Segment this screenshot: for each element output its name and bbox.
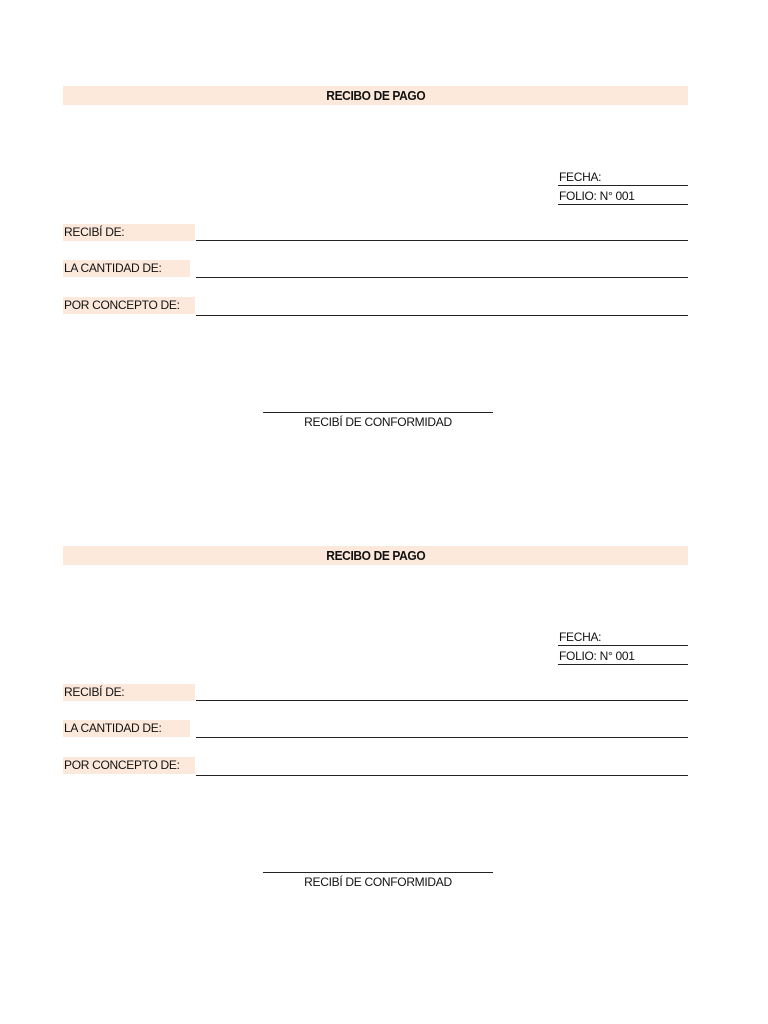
cantidad-label: LA CANTIDAD DE: — [63, 260, 190, 277]
recibi-de-line — [196, 700, 688, 701]
signature-line — [263, 872, 493, 873]
receipt-title-bar — [63, 86, 688, 105]
folio-field: FOLIO: N° 001 — [558, 647, 688, 665]
recibi-de-label: RECIBÍ DE: — [63, 224, 195, 241]
concepto-line — [196, 315, 688, 316]
concepto-line — [196, 775, 688, 776]
signature-line — [263, 412, 493, 413]
cantidad-label: LA CANTIDAD DE: — [63, 720, 190, 737]
receipt-title-bar — [63, 546, 688, 565]
fecha-field: FECHA: — [558, 628, 688, 646]
signature-label: RECIBÍ DE CONFORMIDAD — [304, 415, 452, 429]
fecha-field: FECHA: — [558, 168, 688, 186]
receipt-2 — [0, 460, 768, 889]
signature-label: RECIBÍ DE CONFORMIDAD — [304, 875, 452, 889]
concepto-label: POR CONCEPTO DE: — [63, 757, 195, 774]
recibi-de-line — [196, 240, 688, 241]
receipt-1 — [0, 0, 768, 429]
receipt-title: RECIBO DE PAGO — [326, 88, 425, 103]
folio-field: FOLIO: N° 001 — [558, 187, 688, 205]
recibi-de-label: RECIBÍ DE: — [63, 684, 195, 701]
cantidad-line — [196, 277, 688, 278]
cantidad-line — [196, 737, 688, 738]
concepto-label: POR CONCEPTO DE: — [63, 297, 195, 314]
receipt-title: RECIBO DE PAGO — [326, 548, 425, 563]
